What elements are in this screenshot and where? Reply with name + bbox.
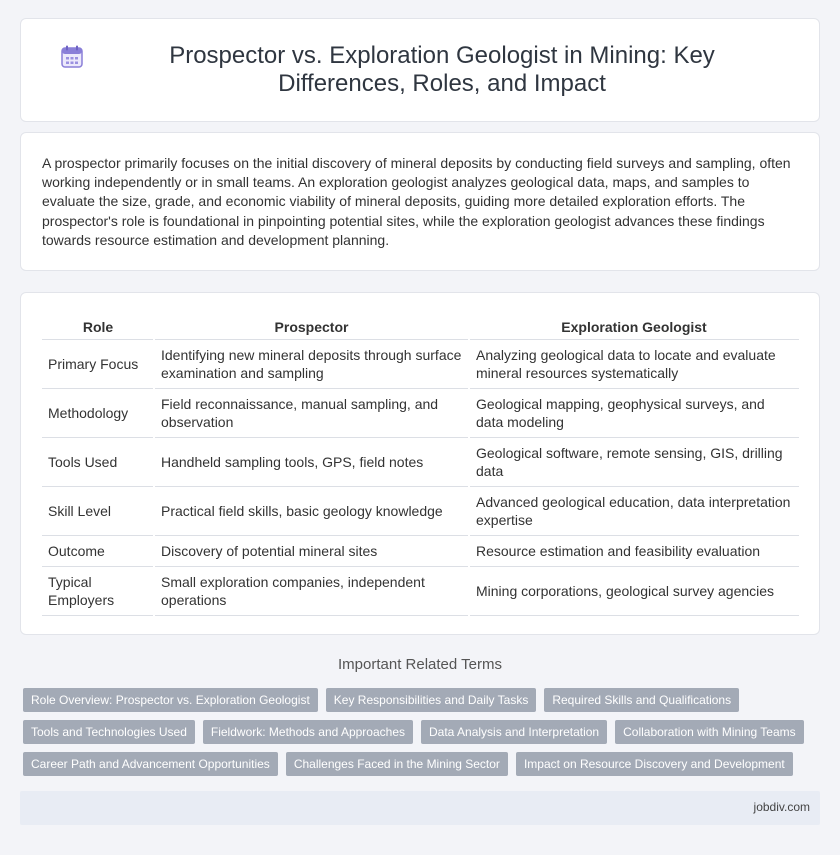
role-cell: Tools Used xyxy=(42,437,154,486)
role-cell: Typical Employers xyxy=(42,566,154,615)
related-terms-tags xyxy=(23,688,818,784)
tag-collaboration[interactable]: Collaboration with Mining Teams xyxy=(615,720,804,744)
role-cell: Skill Level xyxy=(42,486,154,535)
footer xyxy=(20,791,820,825)
geologist-cell: Mining corporations, geological survey agencies xyxy=(469,566,799,615)
footer-site-link[interactable]: jobdiv.com xyxy=(753,800,810,814)
tag-impact-resource-discovery[interactable]: Impact on Resource Discovery and Development xyxy=(516,752,793,776)
role-cell: Primary Focus xyxy=(42,339,154,388)
comparison-table xyxy=(42,314,799,616)
tag-key-responsibilities[interactable]: Key Responsibilities and Daily Tasks xyxy=(326,688,537,712)
tag-row xyxy=(23,752,818,776)
role-cell: Outcome xyxy=(42,535,154,566)
table-row xyxy=(42,535,799,566)
table-row xyxy=(42,339,799,388)
title-card xyxy=(20,18,820,122)
table-row xyxy=(42,486,799,535)
tag-career-path[interactable]: Career Path and Advancement Opportunities xyxy=(23,752,278,776)
prospector-cell: Handheld sampling tools, GPS, field notes xyxy=(154,437,469,486)
tag-fieldwork-methods[interactable]: Fieldwork: Methods and Approaches xyxy=(203,720,413,744)
geologist-cell: Geological software, remote sensing, GIS, drilling data xyxy=(469,437,799,486)
prospector-cell: Field reconnaissance, manual sampling, and observation xyxy=(154,388,469,437)
tag-data-analysis[interactable]: Data Analysis and Interpretation xyxy=(421,720,607,744)
geologist-cell: Geological mapping, geophysical surveys, and data modeling xyxy=(469,388,799,437)
table-row xyxy=(42,388,799,437)
header-prospector: Prospector xyxy=(154,314,469,339)
comparison-card xyxy=(20,292,820,635)
tag-challenges[interactable]: Challenges Faced in the Mining Sector xyxy=(286,752,508,776)
page-title: Prospector vs. Exploration Geologist in Mining: Key Differences, Roles, and Impact xyxy=(169,42,715,97)
table-header-row xyxy=(42,314,799,339)
header-exploration-geologist: Exploration Geologist xyxy=(469,314,799,339)
tag-role-overview[interactable]: Role Overview: Prospector vs. Exploration Geologist xyxy=(23,688,318,712)
prospector-cell: Identifying new mineral deposits through surface examination and sampling xyxy=(154,339,469,388)
calendar-icon xyxy=(61,45,83,69)
table-row xyxy=(42,566,799,615)
header-role: Role xyxy=(42,314,154,339)
intro-card xyxy=(20,132,820,271)
tag-row xyxy=(23,720,818,744)
tag-row xyxy=(23,688,818,712)
geologist-cell: Resource estimation and feasibility evaluation xyxy=(469,535,799,566)
geologist-cell: Analyzing geological data to locate and evaluate mineral resources systematically xyxy=(469,339,799,388)
related-terms-heading: Important Related Terms xyxy=(338,656,502,673)
intro-paragraph: A prospector primarily focuses on the initial discovery of mineral deposits by conducting field surveys and sampling, often working independently or in small teams. An exploration geologist analyzes geological data, maps, and samples to evaluate the size, grade, and economic viability of mineral deposits, guiding more detailed exploration efforts. The prospector's role is foundational in pinpointing potential sites, while the exploration geologist advances these findings towards resource estimation and development planning. xyxy=(42,155,791,248)
prospector-cell: Small exploration companies, independent operations xyxy=(154,566,469,615)
prospector-cell: Practical field skills, basic geology knowledge xyxy=(154,486,469,535)
title-wrap xyxy=(21,19,819,121)
prospector-cell: Discovery of potential mineral sites xyxy=(154,535,469,566)
tag-tools-technologies[interactable]: Tools and Technologies Used xyxy=(23,720,195,744)
role-cell: Methodology xyxy=(42,388,154,437)
geologist-cell: Advanced geological education, data interpretation expertise xyxy=(469,486,799,535)
table-row xyxy=(42,437,799,486)
tag-required-skills[interactable]: Required Skills and Qualifications xyxy=(544,688,739,712)
